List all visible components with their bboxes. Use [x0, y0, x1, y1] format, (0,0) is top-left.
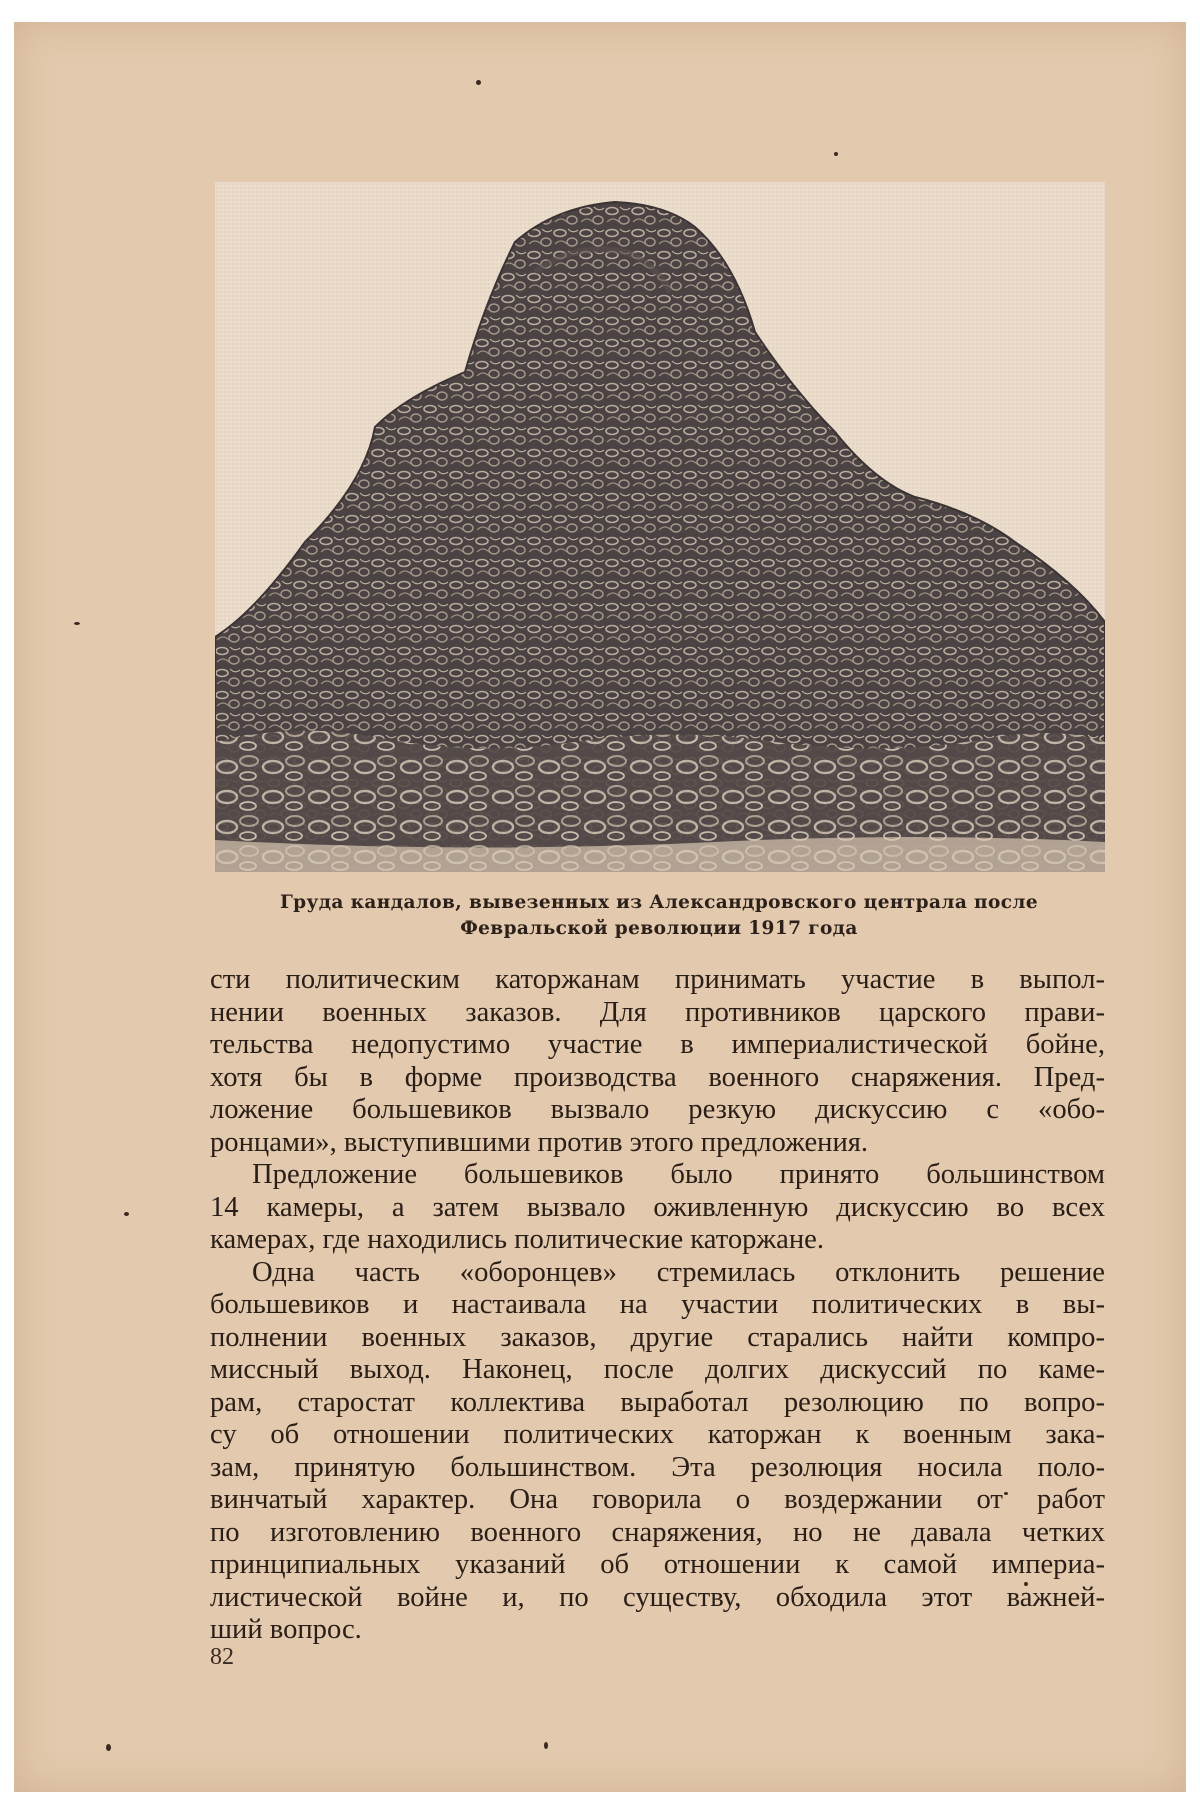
body-line: сти политическим каторжанам принимать участие в выпол-	[210, 964, 1105, 995]
shackles-pile-illustration	[215, 182, 1105, 872]
body-line: хотя бы в форме производства военного снаряжения. Пред-	[210, 1061, 1105, 1093]
paper-fleck	[74, 622, 80, 625]
body-line: 14 камеры, а затем вызвало оживленную дискуссию во всех	[210, 1191, 1105, 1223]
pile-of-shackles-photo	[215, 182, 1105, 872]
body-line: Одна часть «оборонцев» стремилась отклонить решение	[252, 1256, 1105, 1288]
body-line: камерах, где находились политические каторжане.	[210, 1224, 824, 1255]
body-line: ший вопрос.	[210, 1614, 362, 1645]
body-line: тельства недопустимо участие в империалистической бойне,	[210, 1029, 1105, 1060]
paper-fleck	[544, 1742, 548, 1749]
page-number: 82	[210, 1644, 234, 1670]
body-line: винчатый характер. Она говорила о воздержании от работ	[210, 1484, 1105, 1515]
body-line: Предложение большевиков было принято большинством	[252, 1159, 1105, 1190]
paper-fleck	[476, 80, 481, 85]
figure-caption	[194, 890, 1124, 942]
caption-line: Февральской революции 1917 года	[460, 918, 858, 939]
body-line: по изготовлению военного снаряжения, но не давала четких	[210, 1516, 1105, 1548]
body-line: рам, старостат коллектива выработал резолюцию по вопро-	[210, 1386, 1105, 1418]
body-line: принципиальных указаний об отношении к самой империа-	[210, 1549, 1105, 1580]
body-line: зам, принятую большинством. Эта резолюция носила поло-	[210, 1451, 1105, 1483]
body-line: миссный выход. Наконец, после долгих дискуссий по каме-	[210, 1354, 1105, 1385]
paper-fleck	[834, 152, 838, 156]
body-line: листической войне и, по существу, обходила этот важней-	[210, 1581, 1105, 1613]
body-text	[210, 964, 1105, 1647]
body-line: нении военных заказов. Для противников царского прави-	[210, 996, 1105, 1028]
paper-fleck	[106, 1744, 111, 1751]
book-page	[14, 22, 1186, 1792]
body-line: ложение большевиков вызвало резкую дискуссию с «обо-	[210, 1094, 1105, 1125]
body-line: большевиков и настаивала на участии политических в вы-	[210, 1289, 1105, 1320]
body-line: су об отношении политических каторжан к военным зака-	[210, 1419, 1105, 1450]
paper-fleck	[124, 1212, 129, 1216]
body-line: ронцами», выступившими против этого предложения.	[210, 1126, 869, 1158]
caption-line: Груда кандалов, вывезенных из Александровского централа после	[279, 892, 1039, 913]
body-line: полнении военных заказов, другие старались найти компро-	[210, 1321, 1105, 1353]
